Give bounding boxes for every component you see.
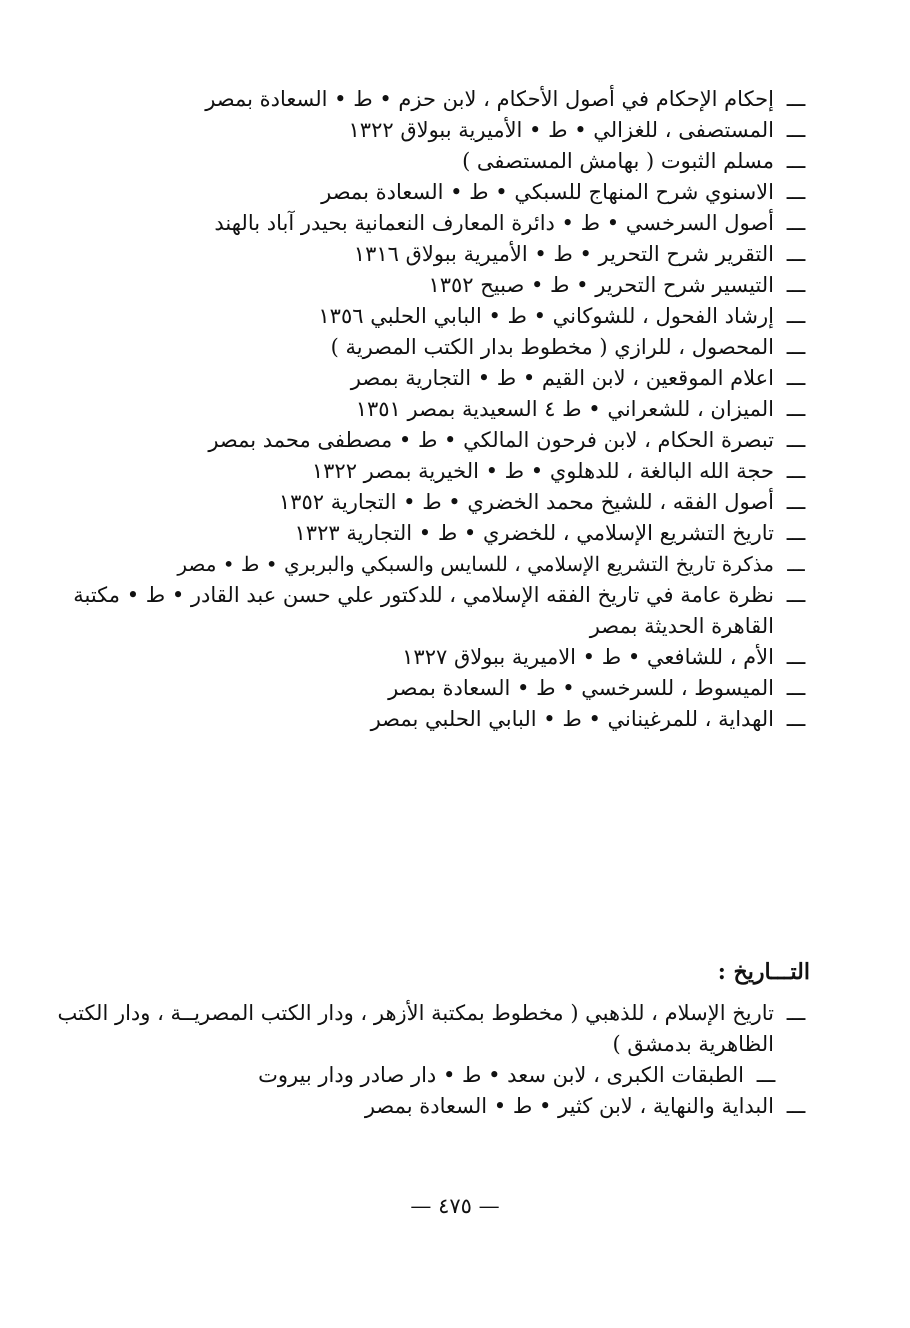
reference-item (50, 704, 810, 735)
list-dash: ـــ (786, 273, 806, 297)
list-dash: ـــ (786, 521, 806, 545)
reference-item (50, 394, 810, 425)
page-number: — ٤٧٥ — (410, 1194, 500, 1218)
reference-text: مسلم الثبوت ( بهامش المستصفى ) (462, 149, 774, 173)
reference-item (50, 270, 810, 301)
list-dash: ـــ (786, 397, 806, 421)
reference-item (50, 146, 810, 177)
reference-item (50, 487, 810, 518)
reference-text: حجة الله البالغة ، للدهلوي • ط • الخيرية بمصر ١٣٢٢ (311, 459, 774, 483)
list-dash: ـــ (756, 1063, 776, 1087)
list-dash: ـــ (786, 583, 806, 607)
list-dash: ـــ (786, 180, 806, 204)
reference-text: تاريخ الإسلام ، للذهبي ( مخطوط بمكتبة الأزهر ، ودار الكتب المصريــة ، ودار الكتب الظاهرية بدمشق ) (57, 1001, 774, 1056)
reference-item (50, 642, 810, 673)
reference-text: الهداية ، للمرغيناني • ط • البابي الحلبي بمصر (370, 707, 774, 731)
reference-item (50, 84, 810, 115)
reference-text: مذكرة تاريخ التشريع الإسلامي ، للسايس والسبكي والبربري • ط • مصر (177, 552, 774, 576)
list-dash: ـــ (786, 1094, 806, 1118)
reference-text: المحصول ، للرازي ( مخطوط بدار الكتب المصرية ) (330, 335, 774, 359)
list-dash: ـــ (786, 645, 806, 669)
list-dash: ـــ (786, 459, 806, 483)
reference-item (50, 1091, 810, 1122)
list-dash: ـــ (786, 335, 806, 359)
list-dash: ـــ (786, 304, 806, 328)
list-dash: ـــ (786, 87, 806, 111)
list-dash: ـــ (786, 118, 806, 142)
reference-item (50, 363, 810, 394)
reference-item (50, 1060, 810, 1091)
reference-text: الاسنوي شرح المنهاج للسبكي • ط • السعادة بمصر (321, 180, 774, 204)
reference-text: البداية والنهاية ، لابن كثير • ط • السعادة بمصر (364, 1094, 774, 1118)
reference-item (50, 177, 810, 208)
reference-item (50, 425, 810, 456)
reference-item (50, 456, 810, 487)
list-dash: ـــ (787, 552, 805, 576)
reference-text: تبصرة الحكام ، لابن فرحون المالكي • ط • مصطفى محمد بمصر (208, 428, 774, 452)
reference-item (50, 239, 810, 270)
reference-text: المستصفى ، للغزالي • ط • الأميرية ببولاق ١٣٢٢ (348, 118, 774, 142)
reference-text: أصول الفقه ، للشيخ محمد الخضري • ط • التجارية ١٣٥٢ (278, 490, 774, 514)
reference-item (50, 208, 810, 239)
reference-text: أصول السرخسي • ط • دائرة المعارف النعمانية بحيدر آباد بالهند (214, 211, 774, 235)
reference-text: الميسوط ، للسرخسي • ط • السعادة بمصر (388, 676, 774, 700)
list-dash: ـــ (786, 242, 806, 266)
reference-text: الميزان ، للشعراني • ط ٤ السعيدية بمصر ١٣٥١ (355, 397, 774, 421)
reference-item (50, 115, 810, 146)
reference-text: إحكام الإحكام في أصول الأحكام ، لابن حزم • ط • السعادة بمصر (205, 87, 774, 111)
references-list-fiqh (50, 84, 810, 735)
reference-text: نظرة عامة في تاريخ الفقه الإسلامي ، للدكتور علي حسن عبد القادر • ط • مكتبة القاهرة الحديثة بمصر (73, 583, 774, 638)
reference-item (50, 518, 810, 549)
list-dash: ـــ (786, 366, 806, 390)
reference-text: تاريخ التشريع الإسلامي ، للخضري • ط • التجارية ١٣٢٣ (294, 521, 774, 545)
reference-text: التيسير شرح التحرير • ط • صبيح ١٣٥٢ (428, 273, 774, 297)
list-dash: ـــ (786, 149, 806, 173)
list-dash: ـــ (786, 211, 806, 235)
reference-item (50, 998, 810, 1060)
reference-item (50, 673, 810, 704)
list-dash: ـــ (786, 490, 806, 514)
reference-item (50, 332, 810, 363)
reference-item (50, 580, 810, 642)
section-heading-history: التـــاريخ : (717, 959, 810, 985)
reference-text: اعلام الموقعين ، لابن القيم • ط • التجارية بمصر (350, 366, 774, 390)
list-dash: ـــ (786, 676, 806, 700)
reference-text: الطبقات الكبرى ، لابن سعد • ط • دار صادر ودار بيروت (258, 1063, 744, 1087)
list-dash: ـــ (786, 1001, 806, 1025)
list-dash: ـــ (786, 707, 806, 731)
reference-text: التقرير شرح التحرير • ط • الأميرية ببولاق ١٣١٦ (353, 242, 774, 266)
reference-text: الأم ، للشافعي • ط • الاميرية ببولاق ١٣٢٧ (402, 645, 774, 669)
references-list-history (50, 998, 810, 1122)
reference-item (50, 549, 810, 580)
list-dash: ـــ (786, 428, 806, 452)
reference-item (50, 301, 810, 332)
reference-text: إرشاد الفحول ، للشوكاني • ط • البابي الحلبي ١٣٥٦ (318, 304, 774, 328)
